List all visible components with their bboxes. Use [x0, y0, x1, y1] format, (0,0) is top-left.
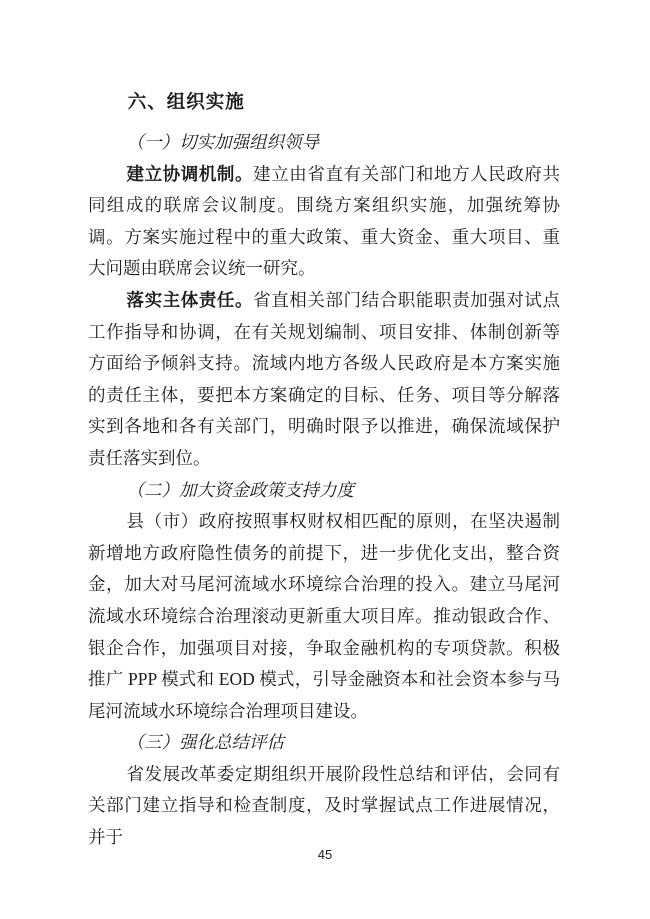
paragraph-text: 县（市）政府按照事权财权相匹配的原则，在坚决遏制新增地方政府隐性债务的前提下，进一步优化支出，整合资金，加大对马尾河流域水环境综合治理的投入。建立马尾河流域水环境综合治理滚动更新重大项目库。推动银政合作、银企合作，加强项目对接，争取金融机构的专项贷款。积极推广 PPP 模式和 EOD 模式，引导金融资本和社会资本参与马尾河流域水环境综合治理项目建设。: [88, 511, 560, 721]
page-number: 45: [317, 847, 333, 862]
paragraph-funding-policy: [88, 506, 560, 727]
paragraph-text: 省发展改革委定期组织开展阶段性总结和评估，会同有关部门建立指导和检查制度，及时掌握试点工作进展情况，并于: [88, 763, 560, 848]
document-content: [88, 86, 560, 854]
paragraph-main-responsibility: [88, 285, 560, 475]
chapter-heading: 六、组织实施: [127, 91, 245, 112]
section-heading-1: （一）切实加强组织领导: [126, 132, 319, 152]
paragraph-text: 建立由省直有关部门和地方人民政府共同组成的联席会议制度。围绕方案组织实施，加强统筹协调。方案实施过程中的重大政策、重大资金、重大项目、重大问题由联席会议统一研究。: [88, 163, 560, 279]
paragraph-evaluation: [88, 759, 560, 854]
section-heading-3: （三）强化总结评估: [126, 732, 284, 753]
paragraph-coordination-mechanism: [88, 159, 560, 285]
section-heading-2: （二）加大资金政策支持力度: [126, 479, 354, 500]
paragraph-lead: 落实主体责任。: [126, 289, 254, 310]
paragraph-text: 省直相关部门结合职能职责加强对试点工作指导和协调，在有关规划编制、项目安排、体制创新等方面给予倾斜支持。流域内地方各级人民政府是本方案实施的责任主体，要把本方案确定的目标、任务、项目等分解落实到各地和各有关部门，明确时限予以推进，确保流域保护责任落实到位。: [88, 289, 560, 468]
paragraph-lead: 建立协调机制。: [126, 163, 254, 184]
